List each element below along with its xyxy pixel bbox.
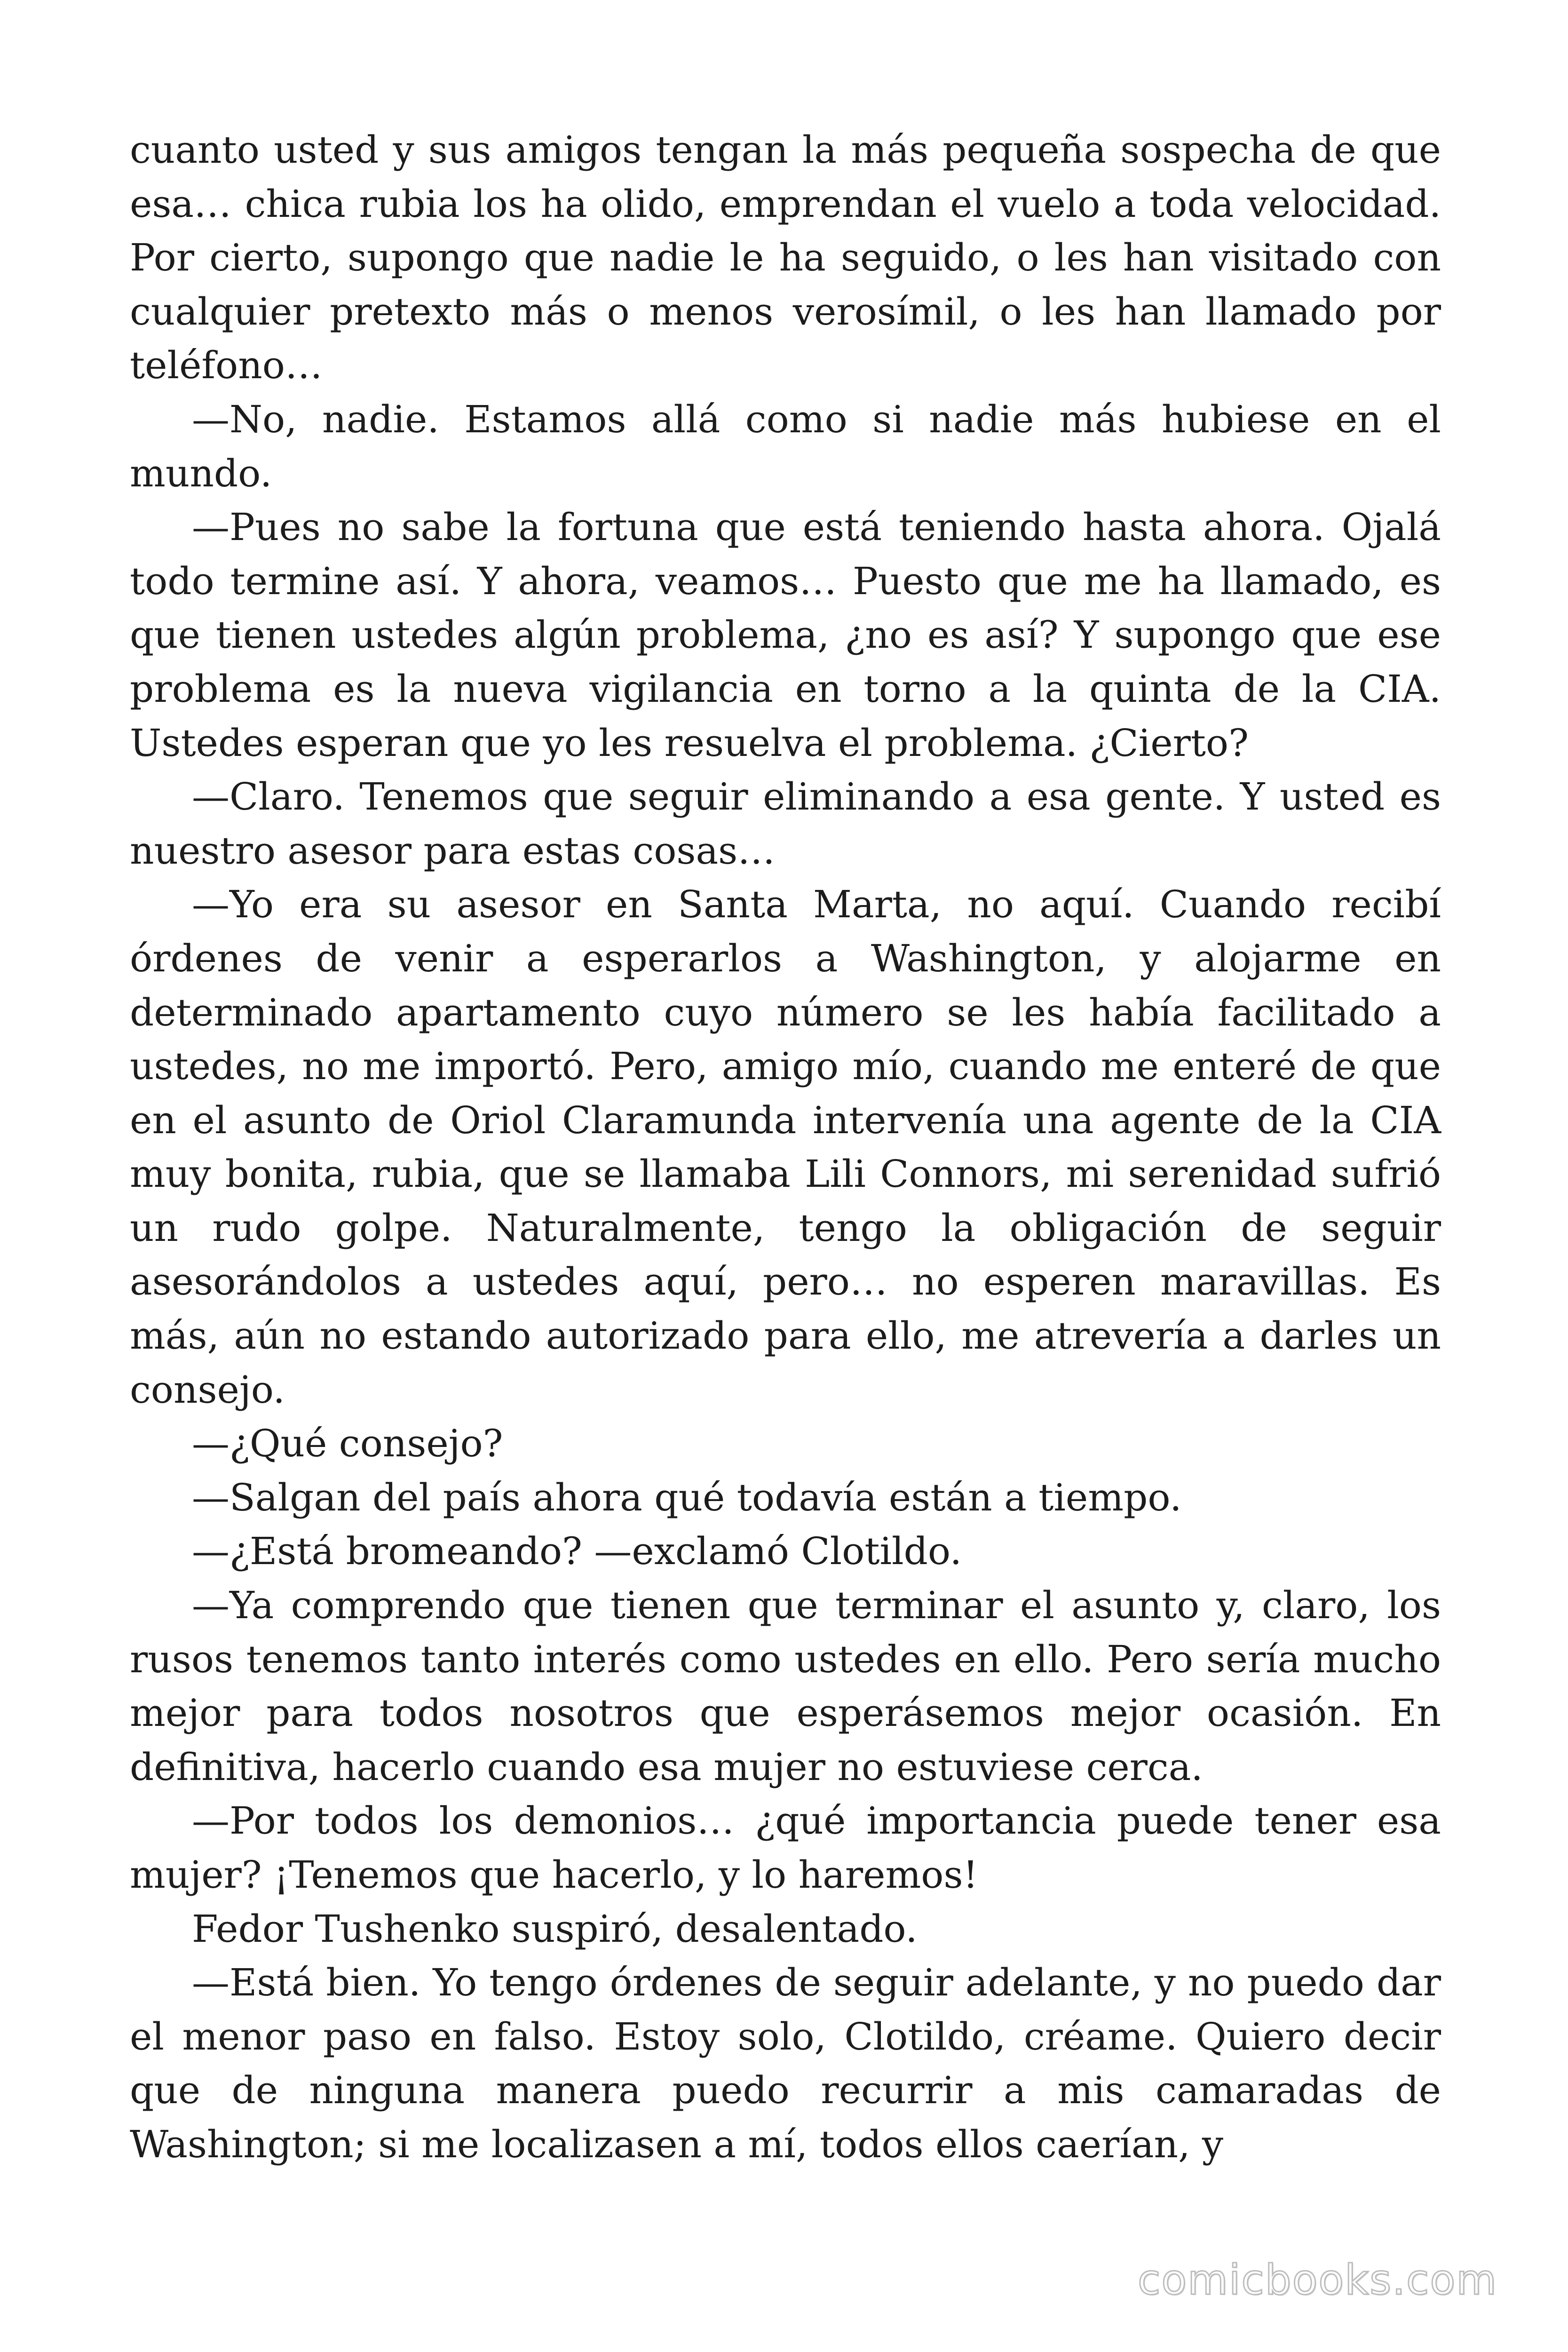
- body-text: [130, 123, 1441, 2172]
- paragraph-dialogue: —Ya comprendo que tienen que terminar el asunto y, claro, los rusos tenemos tanto interés como ustedes en ello. Pero sería mucho mejor para todos nosotros que esperásemos mejor ocasión. En definitiva, hacerlo cuando esa mujer no estuviese cerca.: [130, 1583, 1441, 1789]
- paragraph-dialogue: —Está bien. Yo tengo órdenes de seguir adelante, y no puedo dar el menor paso en falso. Estoy solo, Clotildo, créame. Quiero decir que de ninguna manera puedo recurrir a mis camaradas de Washington; si me localizasen a mí, todos ellos caerían, y: [130, 1961, 1441, 2166]
- paragraph-dialogue: —¿Está bromeando? —exclamó Clotildo.: [192, 1529, 962, 1573]
- paragraph-dialogue: —¿Qué consejo?: [192, 1422, 503, 1466]
- paragraph-dialogue: —Claro. Tenemos que seguir eliminando a esa gente. Y usted es nuestro asesor para estas cosas…: [130, 775, 1441, 873]
- paragraph-dialogue: —Yo era su asesor en Santa Marta, no aquí. Cuando recibí órdenes de venir a esperarlos a Washington, y alojarme en determinado apartamento cuyo número se les había facilitado a ustedes, no me importó. Pero, amigo mío, cuando me enteré de que en el asunto de Oriol Claramunda intervenía una agente de la CIA muy bonita, rubia, que se llamaba Lili Connors, mi serenidad sufrió un rudo golpe. Naturalmente, tengo la obligación de seguir asesorándolos a ustedes aquí, pero… no esperen maravillas. Es más, aún no estando autorizado para ello, me atrevería a darles un consejo.: [130, 882, 1441, 1412]
- paragraph-dialogue: —Por todos los demonios… ¿qué importancia puede tener esa mujer? ¡Tenemos que hacerlo, y lo haremos!: [130, 1799, 1441, 1897]
- paragraph-dialogue: —Pues no sabe la fortuna que está teniendo hasta ahora. Ojalá todo termine así. Y ahora, veamos… Puesto que me ha llamado, es que tienen ustedes algún problema, ¿no es así? Y supongo que ese problema es la nueva vigilancia en torno a la quinta de la CIA. Ustedes esperan que yo les resuelva el problema. ¿Cierto?: [130, 505, 1441, 765]
- paragraph-narration: Fedor Tushenko suspiró, desalentado.: [192, 1907, 918, 1951]
- paragraph-dialogue: —No, nadie. Estamos allá como si nadie más hubiese en el mundo.: [130, 397, 1441, 495]
- paragraph-dialogue: —Salgan del país ahora qué todavía están a tiempo.: [192, 1475, 1182, 1519]
- paragraph-continuation: cuanto usted y sus amigos tengan la más pequeña sospecha de que esa… chica rubia los ha olido, emprendan el vuelo a toda velocidad. Por cierto, supongo que nadie le ha seguido, o les han visitado con cualquier pretexto más o menos verosímil, o les han llamado por teléfono…: [130, 128, 1441, 388]
- watermark-logo: comicbooks.com: [1137, 2256, 1497, 2304]
